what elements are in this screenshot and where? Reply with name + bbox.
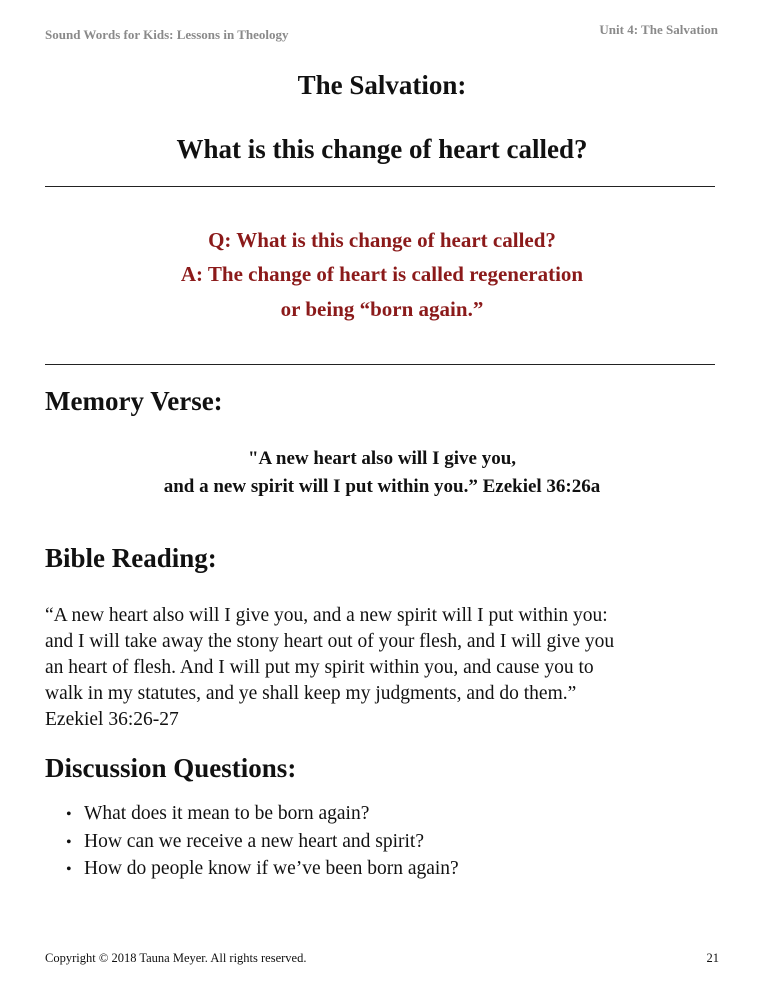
memory-verse-heading: Memory Verse: (45, 386, 223, 416)
catechism-answer-line-2: or being “born again.” (280, 297, 484, 321)
bullet-icon: • (66, 806, 72, 823)
divider-bottom (45, 364, 715, 365)
list-item (66, 856, 459, 884)
page-subtitle: What is this change of heart called? (176, 134, 588, 164)
bible-reading-line: an heart of flesh. And I will put my spirit within you, and cause you to (45, 657, 594, 678)
copyright-notice: Copyright © 2018 Tauna Meyer. All rights reserved. (45, 951, 307, 965)
discussion-question: What does it mean to be born again? (84, 803, 370, 824)
divider-top (45, 186, 715, 187)
book-title-header: Sound Words for Kids: Lessons in Theology (45, 27, 289, 42)
memory-verse-line-2: and a new spirit will I put within you.” Ezekiel 36:26a (163, 476, 601, 497)
discussion-questions-heading: Discussion Questions: (45, 753, 297, 783)
page-number: 21 (706, 951, 719, 965)
bible-reading-line: “A new heart also will I give you, and a new spirit will I put within you: (45, 605, 608, 626)
bible-reading-heading: Bible Reading: (45, 543, 217, 573)
catechism-question: Q: What is this change of heart called? (208, 228, 556, 252)
list-item (66, 801, 459, 829)
discussion-question: How can we receive a new heart and spirit? (84, 830, 425, 852)
discussion-questions-list (66, 801, 459, 884)
list-item (66, 829, 459, 857)
catechism-answer-line-1: A: The change of heart is called regeneration (180, 262, 584, 286)
bible-reading-line: and I will take away the stony heart out of your flesh, and I will give you (45, 631, 615, 652)
unit-label-header: Unit 4: The Salvation (599, 22, 718, 37)
bible-reading-line: walk in my statutes, and ye shall keep my judgments, and do them.” (45, 683, 577, 704)
bible-reading-passage (45, 603, 735, 733)
bible-reading-reference: Ezekiel 36:26-27 (45, 709, 179, 730)
discussion-question: How do people know if we’ve been born again? (84, 858, 459, 879)
bullet-icon: • (66, 861, 72, 878)
page-title: The Salvation: (297, 70, 467, 100)
memory-verse-line-1: "A new heart also will I give you, (247, 448, 517, 469)
bullet-icon: • (66, 833, 72, 851)
